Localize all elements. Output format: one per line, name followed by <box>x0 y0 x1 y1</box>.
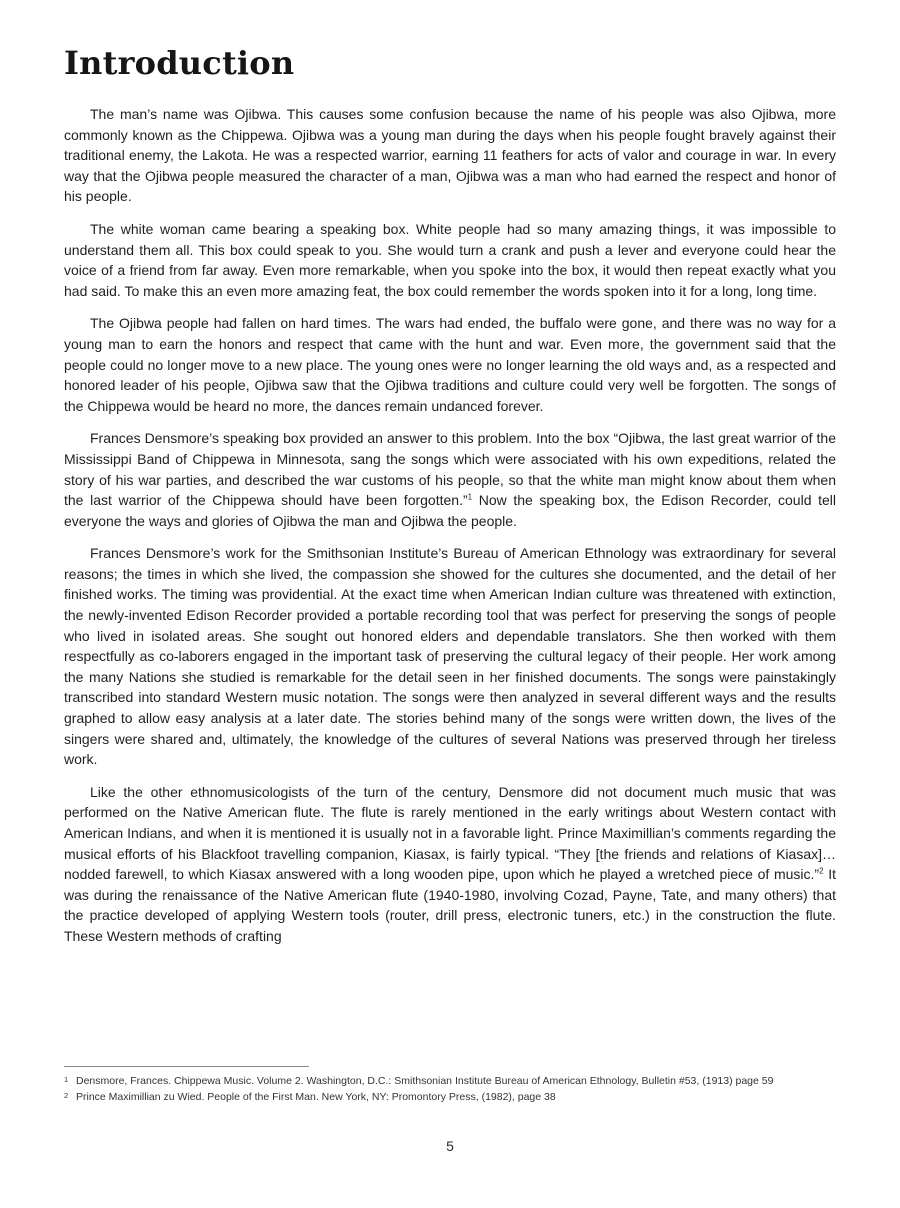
footnote-divider <box>64 1066 309 1067</box>
paragraph <box>64 428 836 531</box>
paragraph: Frances Densmore’s work for the Smithsonian Institute’s Bureau of American Ethnology was extraordinary for several reasons; the times in which she lived, the compassion she showed for the cultures she documented, and the detail of her finished works. The timing was providential. At the exact time when American Indian culture was threatened with extinction, the newly-invented Edison Recorder provided a portable recording tool that was perfect for preserving the songs of people who lived in isolated areas. She sought out honored elders and dependable translators. She then worked with them respectfully as co-laborers engaged in the important task of preserving the cultural legacy of their people. Her work among the many Nations she studied is remarkable for the detail seen in her finished documents. The songs were painstakingly transcribed into standard Western music notation. The songs were then analyzed in several different ways and the results graphed to allow easy analysis at a later date. The stories behind many of the songs were written down, the lives of the singers were shared and, ultimately, the knowledge of the cultures of several Nations was preserved through her tireless work. <box>64 545 836 768</box>
paragraph-text: Like the other ethnomusicologists of the turn of the century, Densmore did not document much music that was performed on the Native American flute. The flute is rarely mentioned in the early writings about Western contact with American Indians, and when it is mentioned it is usually not in a favorable light. Prince Maximillian’s comments regarding the musical efforts of his Blackfoot travelling companion, Kiasax, is fairly typical. “They [the friends and relations of Kiasax]…nodded farewell, to which Kiasax answered with a long wooden pipe, upon which he played a wretched piece of music.” <box>64 783 836 883</box>
footnote-reference: 1 <box>467 492 473 502</box>
body-text <box>64 104 836 959</box>
footnote-mark: 2 <box>64 1091 69 1100</box>
paragraph-text: It was during the renaissance of the Native American flute (1940-1980, involving Cozad, Payne, Tate, and many others) that the practice developed of applying Western tools (router, drill press, electronic tuners, etc.) in the construction the flute. These Western methods of crafting <box>64 866 837 944</box>
paragraph: The man’s name was Ojibwa. This causes some confusion because the name of his people was also Ojibwa, more commonly known as the Chippewa. Ojibwa was a young man during the days when his people fought bravely against their traditional enemy, the Lakota. He was a respected warrior, earning 11 feathers for acts of valor and courage in war. In every way that the Ojibwa people measured the character of a man, Ojibwa was a man who had earned the respect and honor of his people. <box>64 106 836 205</box>
footnote-text: Densmore, Frances. Chippewa Music. Volume 2. Washington, D.C.: Smithsonian Institute Bureau of American Ethnology, Bulletin #53, (1913) page 59 <box>76 1075 774 1087</box>
paragraph-text: Frances Densmore’s speaking box provided an answer to this problem. Into the box “Ojibwa, the last great warrior of the Mississippi Band of Chippewa in Minnesota, sang the songs which were associated with his own expeditions, related the story of his war parties, and described the war customs of his people, so that the white man might know about them when the last warrior of the Chippewa should have been forgotten.” <box>64 430 836 509</box>
paragraph-text: Now the speaking box, the Edison Recorder, could tell everyone the ways and glories of Ojibwa the man and Ojibwa the people. <box>64 492 836 529</box>
paragraph: The Ojibwa people had fallen on hard times. The wars had ended, the buffalo were gone, and there was no way for a young man to earn the honors and respect that came with the hunt and war. Even more, the government said that the people could no longer move to a new place. The young ones were no longer learning the old ways and, as a respected and honored leader of his people, Ojibwa saw that the Ojibwa traditions and culture could very well be forgotten. The songs of the Chippewa would be heard no more, the dances remain undanced forever. <box>64 315 836 414</box>
page-title: Introduction <box>64 44 295 82</box>
footnote-reference: 2 <box>819 866 824 876</box>
paragraph: The white woman came bearing a speaking box. White people had so many amazing things, it was impossible to understand them all. This box could speak to you. She would turn a crank and push a lever and everyone could hear the voice of a friend from far away. Even more remarkable, when you spoke into the box, it would then repeat exactly what you had said. To make this an even more amazing feat, the box could remember the words spoken into it for a long, long time. <box>64 220 836 299</box>
footnote-text: Prince Maximillian zu Wied. People of the First Man. New York, NY: Promontory Press, (1982), page 38 <box>76 1091 556 1103</box>
page-number: 5 <box>446 1138 454 1154</box>
footnote <box>64 1090 836 1105</box>
paragraph <box>64 782 836 947</box>
footnotes <box>64 1074 836 1106</box>
footnote-mark: 1 <box>64 1075 69 1084</box>
footnote <box>64 1074 836 1089</box>
